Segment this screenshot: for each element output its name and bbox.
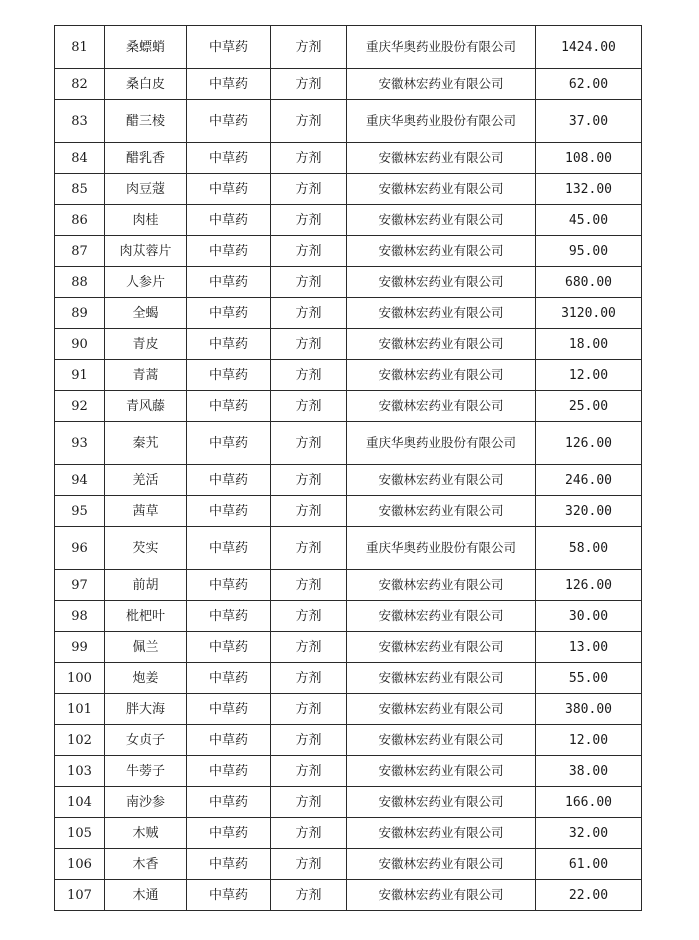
medicine-name: 女贞子 (105, 725, 187, 756)
amount-cell: 30.00 (536, 601, 642, 632)
medicine-name: 青蒿 (105, 360, 187, 391)
type-cell: 方剂 (271, 880, 347, 911)
type-cell: 方剂 (271, 205, 347, 236)
row-number: 90 (55, 329, 105, 360)
category-cell: 中草药 (187, 570, 271, 601)
row-number: 107 (55, 880, 105, 911)
table-row (55, 496, 642, 527)
category-cell: 中草药 (187, 880, 271, 911)
amount-cell: 132.00 (536, 174, 642, 205)
company-name: 安徽林宏药业有限公司 (378, 763, 504, 778)
company-cell (347, 174, 536, 205)
category-cell: 中草药 (187, 756, 271, 787)
company-cell (347, 818, 536, 849)
medicine-name: 茜草 (105, 496, 187, 527)
category-cell: 中草药 (187, 391, 271, 422)
table-row (55, 694, 642, 725)
type-cell: 方剂 (271, 570, 347, 601)
company-name: 安徽林宏药业有限公司 (378, 76, 504, 91)
table-row (55, 236, 642, 267)
category-cell: 中草药 (187, 298, 271, 329)
company-cell (347, 298, 536, 329)
medicine-name: 木贼 (105, 818, 187, 849)
table-row (55, 143, 642, 174)
row-number: 81 (55, 26, 105, 69)
company-cell (347, 694, 536, 725)
amount-cell: 62.00 (536, 69, 642, 100)
company-cell (347, 880, 536, 911)
type-cell: 方剂 (271, 527, 347, 570)
company-name: 重庆华奥药业股份有限公司 (365, 540, 516, 555)
type-cell: 方剂 (271, 465, 347, 496)
amount-cell: 126.00 (536, 570, 642, 601)
company-name: 安徽林宏药业有限公司 (378, 639, 504, 654)
company-name: 安徽林宏药业有限公司 (378, 732, 504, 747)
category-cell: 中草药 (187, 100, 271, 143)
company-cell (347, 360, 536, 391)
row-number: 106 (55, 849, 105, 880)
medicine-name: 羌活 (105, 465, 187, 496)
type-cell: 方剂 (271, 849, 347, 880)
type-cell: 方剂 (271, 174, 347, 205)
category-cell: 中草药 (187, 174, 271, 205)
table-row (55, 725, 642, 756)
amount-cell: 380.00 (536, 694, 642, 725)
amount-cell: 12.00 (536, 725, 642, 756)
amount-cell: 38.00 (536, 756, 642, 787)
amount-cell: 37.00 (536, 100, 642, 143)
company-name: 安徽林宏药业有限公司 (378, 212, 504, 227)
table-row (55, 69, 642, 100)
type-cell: 方剂 (271, 422, 347, 465)
category-cell: 中草药 (187, 360, 271, 391)
medicine-name: 桑白皮 (105, 69, 187, 100)
table-row (55, 174, 642, 205)
row-number: 92 (55, 391, 105, 422)
type-cell: 方剂 (271, 100, 347, 143)
category-cell: 中草药 (187, 422, 271, 465)
table-row (55, 391, 642, 422)
table-row (55, 26, 642, 69)
company-cell (347, 69, 536, 100)
row-number: 100 (55, 663, 105, 694)
medicine-name: 胖大海 (105, 694, 187, 725)
row-number: 105 (55, 818, 105, 849)
table-row (55, 756, 642, 787)
category-cell: 中草药 (187, 496, 271, 527)
category-cell: 中草药 (187, 663, 271, 694)
table-row (55, 298, 642, 329)
row-number: 99 (55, 632, 105, 663)
company-name: 重庆华奥药业股份有限公司 (365, 39, 516, 54)
category-cell: 中草药 (187, 143, 271, 174)
amount-cell: 32.00 (536, 818, 642, 849)
medicine-name: 桑螵蛸 (105, 26, 187, 69)
category-cell: 中草药 (187, 465, 271, 496)
amount-cell: 55.00 (536, 663, 642, 694)
category-cell: 中草药 (187, 267, 271, 298)
row-number: 104 (55, 787, 105, 818)
company-name: 安徽林宏药业有限公司 (378, 670, 504, 685)
category-cell: 中草药 (187, 69, 271, 100)
amount-cell: 126.00 (536, 422, 642, 465)
table-row (55, 787, 642, 818)
company-cell (347, 100, 536, 143)
row-number: 95 (55, 496, 105, 527)
category-cell: 中草药 (187, 787, 271, 818)
row-number: 85 (55, 174, 105, 205)
type-cell: 方剂 (271, 787, 347, 818)
category-cell: 中草药 (187, 725, 271, 756)
medicine-name: 肉豆蔻 (105, 174, 187, 205)
row-number: 82 (55, 69, 105, 100)
company-name: 安徽林宏药业有限公司 (378, 398, 504, 413)
company-cell (347, 391, 536, 422)
amount-cell: 108.00 (536, 143, 642, 174)
medicine-name: 南沙参 (105, 787, 187, 818)
company-cell (347, 632, 536, 663)
company-name: 安徽林宏药业有限公司 (378, 577, 504, 592)
company-name: 安徽林宏药业有限公司 (378, 336, 504, 351)
amount-cell: 58.00 (536, 527, 642, 570)
company-name: 安徽林宏药业有限公司 (378, 701, 504, 716)
table-row (55, 360, 642, 391)
company-name: 安徽林宏药业有限公司 (378, 305, 504, 320)
type-cell: 方剂 (271, 632, 347, 663)
company-cell (347, 663, 536, 694)
company-cell (347, 496, 536, 527)
type-cell: 方剂 (271, 267, 347, 298)
amount-cell: 22.00 (536, 880, 642, 911)
row-number: 102 (55, 725, 105, 756)
amount-cell: 166.00 (536, 787, 642, 818)
medicine-name: 佩兰 (105, 632, 187, 663)
company-name: 安徽林宏药业有限公司 (378, 503, 504, 518)
type-cell: 方剂 (271, 725, 347, 756)
table-row (55, 632, 642, 663)
amount-cell: 320.00 (536, 496, 642, 527)
category-cell: 中草药 (187, 818, 271, 849)
table-row (55, 100, 642, 143)
row-number: 93 (55, 422, 105, 465)
company-name: 安徽林宏药业有限公司 (378, 472, 504, 487)
row-number: 96 (55, 527, 105, 570)
type-cell: 方剂 (271, 496, 347, 527)
company-name: 安徽林宏药业有限公司 (378, 367, 504, 382)
type-cell: 方剂 (271, 143, 347, 174)
medicine-name: 炮姜 (105, 663, 187, 694)
company-name: 安徽林宏药业有限公司 (378, 794, 504, 809)
company-cell (347, 236, 536, 267)
amount-cell: 13.00 (536, 632, 642, 663)
row-number: 87 (55, 236, 105, 267)
table-row (55, 663, 642, 694)
table-row (55, 880, 642, 911)
category-cell: 中草药 (187, 205, 271, 236)
company-cell (347, 756, 536, 787)
company-cell (347, 527, 536, 570)
amount-cell: 25.00 (536, 391, 642, 422)
type-cell: 方剂 (271, 756, 347, 787)
type-cell: 方剂 (271, 329, 347, 360)
row-number: 97 (55, 570, 105, 601)
medicine-name: 全蝎 (105, 298, 187, 329)
company-cell (347, 267, 536, 298)
amount-cell: 18.00 (536, 329, 642, 360)
company-cell (347, 570, 536, 601)
medicine-name: 人参片 (105, 267, 187, 298)
company-name: 安徽林宏药业有限公司 (378, 150, 504, 165)
company-cell (347, 849, 536, 880)
company-cell (347, 143, 536, 174)
category-cell: 中草药 (187, 527, 271, 570)
row-number: 94 (55, 465, 105, 496)
company-cell (347, 725, 536, 756)
type-cell: 方剂 (271, 391, 347, 422)
table-row (55, 527, 642, 570)
amount-cell: 3120.00 (536, 298, 642, 329)
amount-cell: 246.00 (536, 465, 642, 496)
category-cell: 中草药 (187, 849, 271, 880)
amount-cell: 12.00 (536, 360, 642, 391)
company-cell (347, 422, 536, 465)
medicine-name: 青皮 (105, 329, 187, 360)
medicine-name: 青风藤 (105, 391, 187, 422)
medicine-name: 牛蒡子 (105, 756, 187, 787)
row-number: 88 (55, 267, 105, 298)
type-cell: 方剂 (271, 601, 347, 632)
category-cell: 中草药 (187, 329, 271, 360)
type-cell: 方剂 (271, 298, 347, 329)
company-name: 安徽林宏药业有限公司 (378, 274, 504, 289)
company-name: 安徽林宏药业有限公司 (378, 608, 504, 623)
medicine-name: 前胡 (105, 570, 187, 601)
type-cell: 方剂 (271, 694, 347, 725)
amount-cell: 680.00 (536, 267, 642, 298)
table-row (55, 849, 642, 880)
medicine-name: 醋三棱 (105, 100, 187, 143)
company-name: 安徽林宏药业有限公司 (378, 887, 504, 902)
amount-cell: 45.00 (536, 205, 642, 236)
type-cell: 方剂 (271, 360, 347, 391)
table-row (55, 570, 642, 601)
type-cell: 方剂 (271, 236, 347, 267)
category-cell: 中草药 (187, 26, 271, 69)
company-cell (347, 329, 536, 360)
medicine-name: 芡实 (105, 527, 187, 570)
medicine-name: 枇杷叶 (105, 601, 187, 632)
medicine-name: 木香 (105, 849, 187, 880)
row-number: 84 (55, 143, 105, 174)
company-cell (347, 205, 536, 236)
medicine-name: 木通 (105, 880, 187, 911)
type-cell: 方剂 (271, 818, 347, 849)
row-number: 101 (55, 694, 105, 725)
table-row (55, 267, 642, 298)
table-row (55, 601, 642, 632)
company-name: 重庆华奥药业股份有限公司 (365, 113, 516, 128)
amount-cell: 61.00 (536, 849, 642, 880)
company-name: 安徽林宏药业有限公司 (378, 181, 504, 196)
drug-procurement-table (54, 25, 642, 911)
table-row (55, 205, 642, 236)
category-cell: 中草药 (187, 601, 271, 632)
medicine-name: 醋乳香 (105, 143, 187, 174)
row-number: 83 (55, 100, 105, 143)
table-body (55, 26, 642, 911)
company-cell (347, 26, 536, 69)
medicine-name: 秦艽 (105, 422, 187, 465)
category-cell: 中草药 (187, 694, 271, 725)
amount-cell: 95.00 (536, 236, 642, 267)
row-number: 98 (55, 601, 105, 632)
company-name: 安徽林宏药业有限公司 (378, 243, 504, 258)
table-row (55, 465, 642, 496)
category-cell: 中草药 (187, 632, 271, 663)
table-row (55, 422, 642, 465)
row-number: 103 (55, 756, 105, 787)
row-number: 89 (55, 298, 105, 329)
table-row (55, 818, 642, 849)
type-cell: 方剂 (271, 663, 347, 694)
type-cell: 方剂 (271, 26, 347, 69)
table-row (55, 329, 642, 360)
company-cell (347, 787, 536, 818)
amount-cell: 1424.00 (536, 26, 642, 69)
row-number: 86 (55, 205, 105, 236)
company-cell (347, 465, 536, 496)
row-number: 91 (55, 360, 105, 391)
medicine-name: 肉苁蓉片 (105, 236, 187, 267)
company-cell (347, 601, 536, 632)
company-name: 重庆华奥药业股份有限公司 (365, 435, 516, 450)
type-cell: 方剂 (271, 69, 347, 100)
company-name: 安徽林宏药业有限公司 (378, 825, 504, 840)
category-cell: 中草药 (187, 236, 271, 267)
company-name: 安徽林宏药业有限公司 (378, 856, 504, 871)
medicine-name: 肉桂 (105, 205, 187, 236)
